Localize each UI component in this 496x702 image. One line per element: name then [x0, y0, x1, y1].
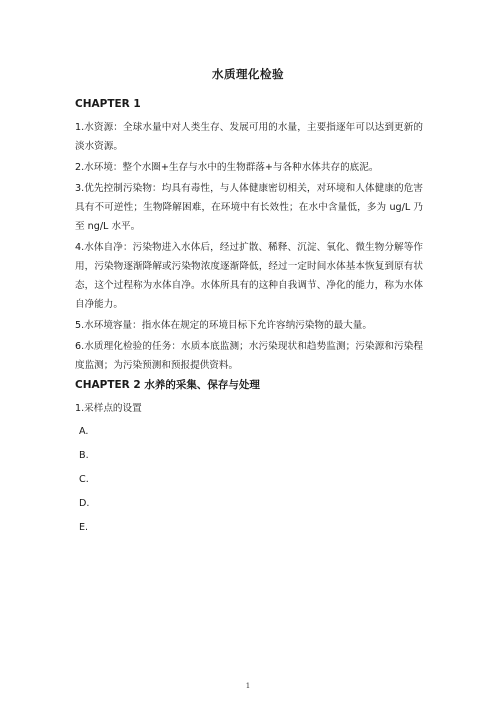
- option-a: A.: [79, 426, 89, 437]
- paragraph-environmental-capacity: 5.水环境容量：指水体在规定的环境目标下允许容纳污染物的最大量。: [75, 320, 372, 331]
- chapter-2-heading: CHAPTER 2 水养的采集、保存与处理: [75, 379, 260, 391]
- option-d: D.: [79, 498, 90, 509]
- option-b: B.: [79, 450, 89, 461]
- chapter-1-heading: CHAPTER 1: [75, 98, 141, 110]
- paragraph-sampling-points: 1.采样点的设置: [75, 403, 142, 414]
- page-number: 1: [245, 682, 251, 690]
- paragraph-inspection-tasks: 6.水质理化检验的任务：水质本底监测；水污染现状和趋势监测；污染源和污染程度监测；为污染预测和预报提供资料。: [75, 341, 423, 371]
- paragraph-water-environment: 2.水环境：整个水圈+生存与水中的生物群落+与各种水体共存的底泥。: [75, 162, 379, 173]
- paragraph-self-purification: 4.水体自净：污染物进入水体后，经过扩散、稀释、沉淀、氧化、微生物分解等作用，污染物逐渐降解或污染物浓度逐渐降低，经过一定时间水体基本恢复到原有状态，这个过程称为水体自净。水体所具有的这种自我调节、净化的能力，称为水体自净能力。: [75, 242, 423, 310]
- option-e: E.: [79, 522, 89, 533]
- paragraph-water-resources: 1.水资源：全球水量中对人类生存、发展可用的水量，主要指逐年可以达到更新的淡水资源。: [75, 122, 423, 152]
- paragraph-priority-pollutants: 3.优先控制污染物：均具有毒性，与人体健康密切相关，对环境和人体健康的危害具有不可逆性；生物降解困难，在环境中有长效性；在水中含量低，多为 ug/L 乃至 ng/L 水平。: [75, 183, 423, 232]
- document-title: 水质理化检验: [212, 67, 284, 81]
- document-body: [75, 96, 423, 540]
- option-c: C.: [79, 474, 89, 485]
